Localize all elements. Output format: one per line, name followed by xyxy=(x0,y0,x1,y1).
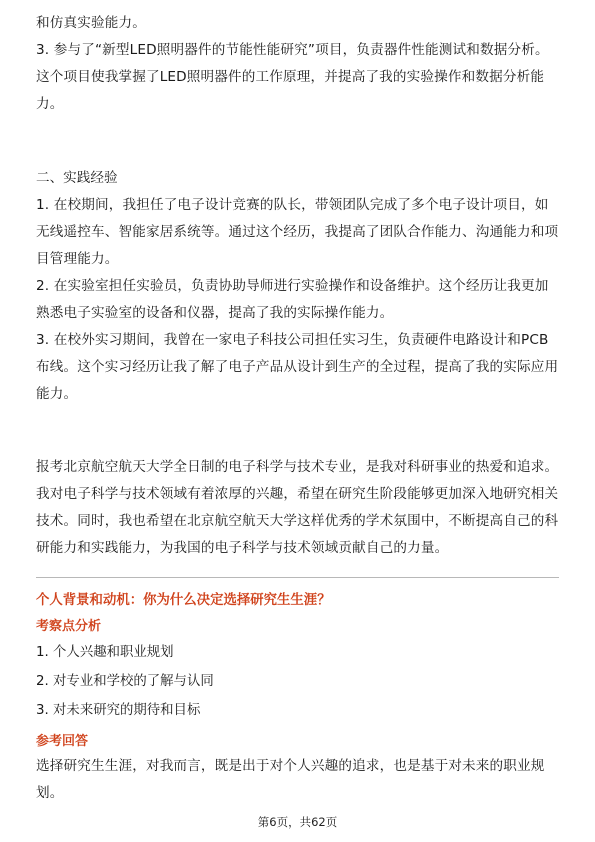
analysis-item: 3. 对未来研究的期待和目标 xyxy=(36,703,201,718)
question-title: 个人背景和动机：你为什么决定选择研究生生涯？ xyxy=(36,593,331,608)
analysis-heading: 考察点分析 xyxy=(36,619,102,634)
analysis-item: 2. 对专业和学校的了解与认同 xyxy=(36,674,214,689)
page-number: 第6页，共62页 xyxy=(257,815,338,829)
question-block xyxy=(36,590,559,807)
closing-section xyxy=(36,454,559,562)
paragraph: 报考北京航空航天大学全日制的电子科学与技术专业，是我对科研事业的热爱和追求。我对电子科学与技术领域有着浓厚的兴趣，希望在研究生阶段能够更加深入地研究相关技术。同时，我也希望在北京航空航天大学这样优秀的学术氛围中，不断提高自己的科研能力和实践能力，为我国的电子科学与技术领域贡献自己的力量。 xyxy=(36,459,559,556)
list-item: 1. 在校期间，我担任了电子设计竞赛的队长，带领团队完成了多个电子设计项目，如无线遥控车、智能家居系统等。通过这个经历，我提高了团队合作能力、沟通能力和项目管理能力。 xyxy=(36,197,559,267)
practice-section xyxy=(36,165,559,408)
answer-text: 选择研究生生涯，对我而言，既是出于对个人兴趣的追求，也是基于对未来的职业规划。 xyxy=(36,758,545,801)
list-item: 2. 在实验室担任实验员，负责协助导师进行实验操作和设备维护。这个经历让我更加熟悉电子实验室的设备和仪器，提高了我的实际操作能力。 xyxy=(36,278,549,321)
paragraph: 3. 参与了“新型LED照明器件的节能性能研究”项目，负责器件性能测试和数据分析。这个项目使我掌握了LED照明器件的工作原理，并提高了我的实验操作和数据分析能力。 xyxy=(36,42,549,112)
answer-heading: 参考回答 xyxy=(36,734,89,749)
analysis-item: 1. 个人兴趣和职业规划 xyxy=(36,645,174,660)
paragraph: 和仿真实验能力。 xyxy=(36,15,146,31)
section-heading: 二、实践经验 xyxy=(36,170,118,186)
continued-text xyxy=(36,10,559,118)
list-item: 3. 在校外实习期间，我曾在一家电子科技公司担任实习生，负责硬件电路设计和PCB布线。这个实习经历让我了解了电子产品从设计到生产的全过程，提高了我的实际应用能力。 xyxy=(36,332,559,402)
divider xyxy=(36,577,559,578)
